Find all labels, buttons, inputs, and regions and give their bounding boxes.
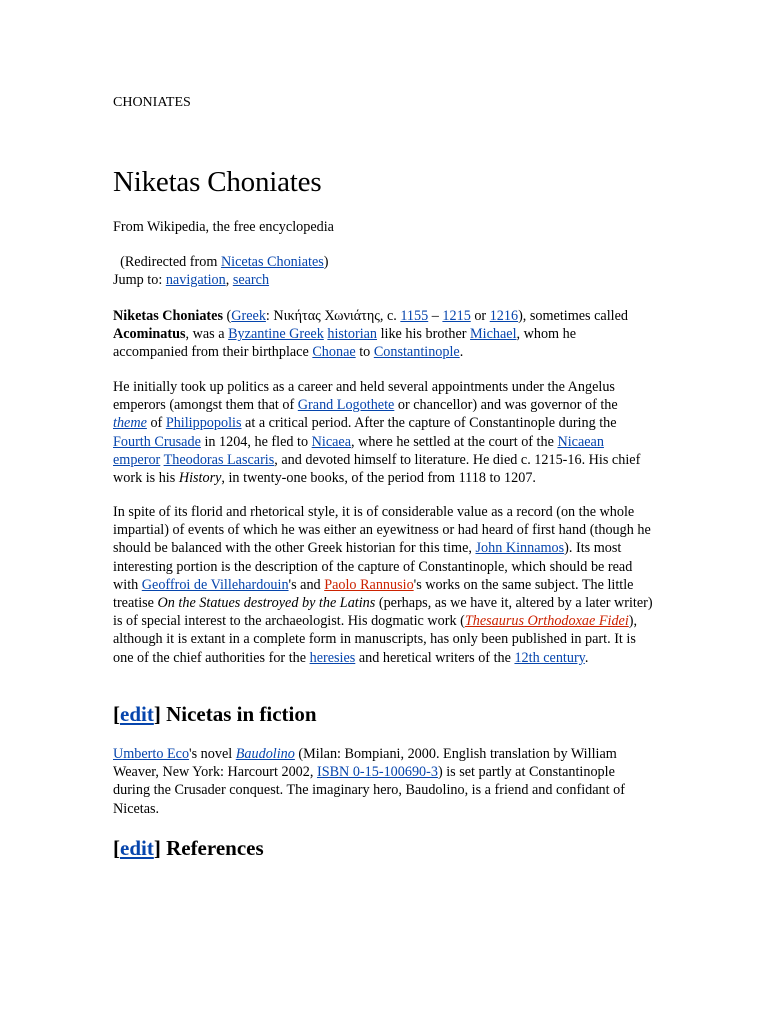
fiction-paragraph: Umberto Eco's novel Baudolino (Milan: Bompiani, 2000. English translation by William Weaver, New York: Harcourt 2002, ISBN 0-15-100690-3) is set partly at Constantinople during the Crusader conquest. The imaginary hero, Baudolino, is a friend and confidant of Nicetas.: [113, 746, 625, 817]
subject-name: Niketas Choniates: [113, 308, 223, 324]
redirect-link[interactable]: Nicetas Choniates: [220, 254, 324, 270]
career-paragraph: He initially took up politics as a career and held several appointments under the Angelus emperors (amongst them that of Grand Logothete or chancellor) and was governor of the theme of Philippopolis at a critical period. After the capture of Constantinople during the Fourth Crusade in 1204, he fled to Nicaea, where he settled at the court of the Nicaean emperor Theodoras Lascaris, and devoted himself to literature. He died c. 1215-16. His chief work is his History, in twenty-one books, of the period from 1118 to 1207.: [113, 379, 641, 487]
edit-link-references[interactable]: edit: [120, 836, 154, 860]
tagline: From Wikipedia, the free encyclopedia: [113, 219, 334, 235]
navigation-link[interactable]: navigation: [165, 272, 226, 288]
theme-link[interactable]: theme: [113, 415, 147, 432]
fourth-crusade-link[interactable]: Fourth Crusade: [113, 433, 201, 450]
search-link[interactable]: search: [232, 272, 270, 288]
john-kinnamos-link[interactable]: John Kinnamos: [475, 540, 565, 557]
section-heading-fiction: [edit] Nicetas in fiction: [113, 702, 317, 726]
page-title: Niketas Choniates: [113, 166, 322, 198]
michael-link[interactable]: Michael: [470, 326, 517, 343]
chonae-link[interactable]: Chonae: [312, 344, 356, 361]
intro-paragraph: Niketas Choniates (Greek: Νικήτας Χωνιάτης, c. 1155 – 1215 or 1216), sometimes called Acominatus, was a Byzantine Greek historian like his brother Michael, whom he accompanied from their birthplace Chonae to Constantinople.: [113, 308, 628, 361]
baudolino-link[interactable]: Baudolino: [235, 746, 295, 762]
theodoras-lascaris-link[interactable]: Theodoras Lascaris: [163, 451, 275, 468]
jump-links: Jump to: navigation, search: [113, 272, 270, 288]
villehardouin-link[interactable]: Geoffroi de Villehardouin: [141, 576, 289, 593]
heresies-link[interactable]: heresies: [309, 649, 356, 666]
philippopolis-link[interactable]: Philippopolis: [165, 415, 242, 432]
history-title: History: [178, 470, 222, 487]
section-heading-references: [edit] References: [113, 836, 264, 860]
paolo-rannusio-link[interactable]: Paolo Rannusio: [324, 576, 414, 593]
umberto-eco-link[interactable]: Umberto Eco: [113, 746, 190, 762]
year-1155-link[interactable]: 1155: [400, 308, 429, 324]
12th-century-link[interactable]: 12th century: [514, 649, 585, 666]
byzantine-greek-link[interactable]: Byzantine Greek: [228, 326, 324, 343]
running-header: CHONIATES: [113, 95, 191, 110]
work-paragraph: In spite of its florid and rhetorical style, it is of considerable value as a record (on the whole impartial) of events of which he was either an eyewitness or had heard of first hand (though he should be balanced with the other Greek historian for this time, John Kinnamos). Its most interesting portion is the description of the capture of Constantinople, which should be read with Geoffroi de Villehardouin's and Paolo Rannusio's works on the same subject. The little treatise On the Statues destroyed by the Latins (perhaps, as we have it, altered by a later writer) is of special interest to the archaeologist. His dogmatic work (Thesaurus Orthodoxae Fidei), although it is extant in a complete form in manuscripts, has only been published in part. It is one of the chief authorities for the heresies and heretical writers of the 12th century.: [113, 504, 653, 666]
year-1216-link[interactable]: 1216: [489, 308, 519, 324]
isbn-link[interactable]: ISBN 0-15-100690-3: [316, 764, 438, 781]
grand-logothete-link[interactable]: Grand Logothete: [297, 397, 395, 414]
redirect-notice: (Redirected from Nicetas Choniates): [120, 254, 329, 270]
statues-title: On the Statues destroyed by the Latins: [157, 595, 376, 612]
greek-link[interactable]: Greek: [231, 308, 266, 324]
nicaean-emperor-link[interactable]: Nicaean emperor: [113, 433, 604, 468]
edit-link-fiction[interactable]: edit: [120, 702, 154, 726]
nicaea-link[interactable]: Nicaea: [311, 433, 352, 450]
alias-name: Acominatus: [113, 326, 186, 343]
thesaurus-link[interactable]: Thesaurus Orthodoxae Fidei: [464, 613, 629, 630]
historian-link[interactable]: historian: [327, 326, 378, 343]
constantinople-link[interactable]: Constantinople: [373, 344, 460, 361]
year-1215-link[interactable]: 1215: [442, 308, 471, 324]
